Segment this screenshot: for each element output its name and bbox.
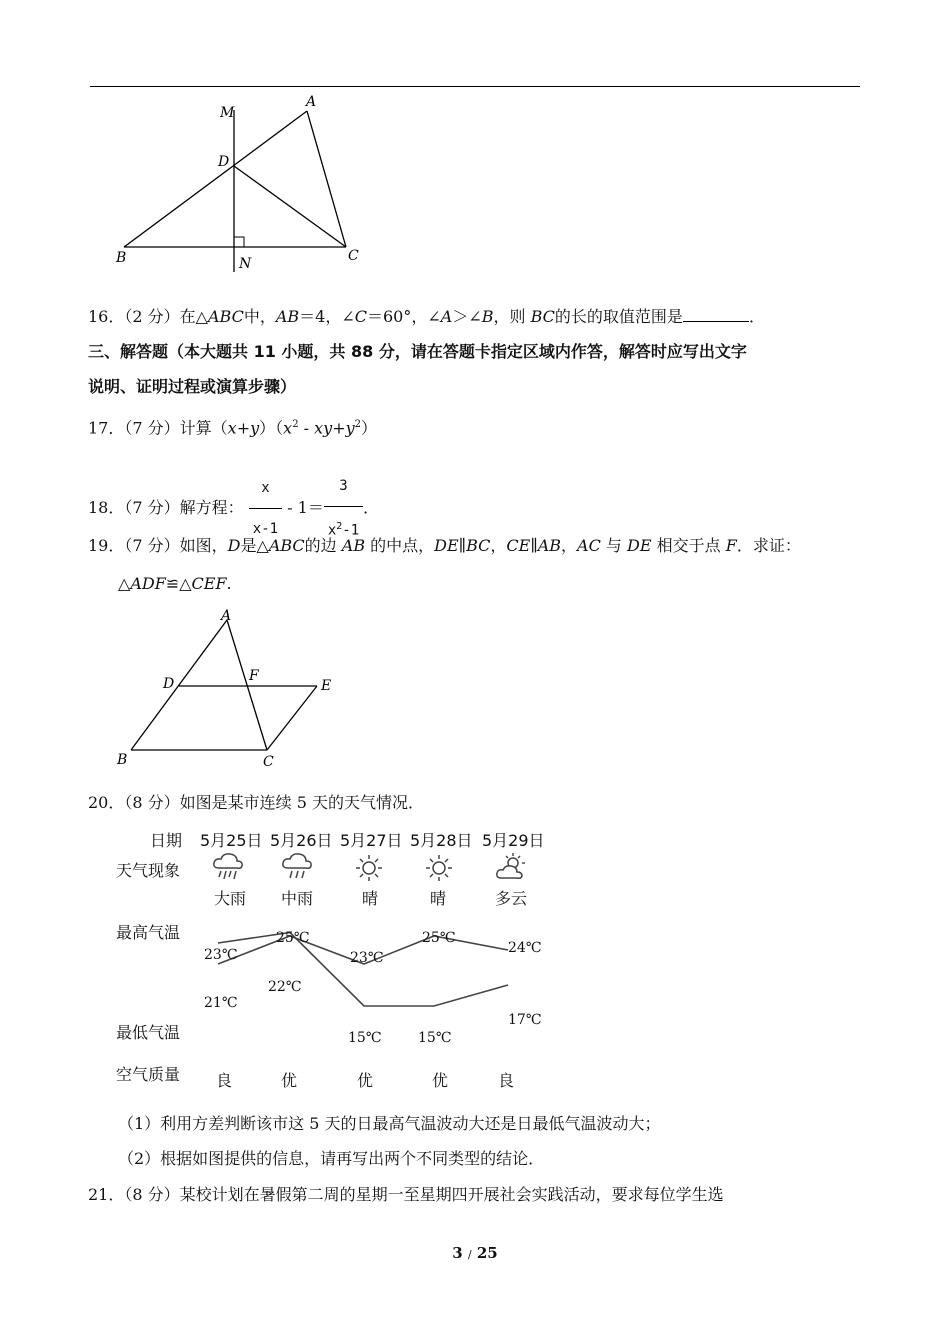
label-c: C bbox=[348, 248, 359, 264]
air-quality-cell: 良 bbox=[216, 1071, 233, 1090]
low-temp-label: 21℃ bbox=[204, 995, 238, 1011]
row-label-date: 日期 bbox=[150, 831, 183, 850]
question-20-sub-1: （1）利用方差判断该市这 5 天的日最高气温波动大还是日最低气温波动大； bbox=[118, 1114, 661, 1133]
label-d: D bbox=[163, 676, 175, 692]
question-18: 18．（7 分）解方程： $\frac{x}{x-1}$ - 1＝ $\frac{3}{x^2-1}$ ． bbox=[88, 466, 379, 551]
question-20-sub-2: （2）根据如图提供的信息，请再写出两个不同类型的结论． bbox=[118, 1149, 545, 1168]
high-temp-label: 23℃ bbox=[204, 947, 238, 963]
date-cell: 5月25日 bbox=[200, 831, 263, 850]
phenomenon-cell: 中雨 bbox=[281, 889, 314, 908]
air-quality-cell: 优 bbox=[281, 1071, 298, 1090]
air-quality-cell: 优 bbox=[357, 1071, 374, 1090]
partly-cloudy-icon bbox=[495, 852, 529, 882]
low-temp-label: 22℃ bbox=[268, 979, 302, 995]
label-f: F bbox=[249, 668, 259, 684]
date-cell: 5月28日 bbox=[410, 831, 473, 850]
label-m: M bbox=[220, 105, 235, 121]
question-17: 17．（7 分）计算$(x+y)(x^2 - xy+y^2)$ bbox=[88, 418, 378, 438]
phenomenon-cell: 晴 bbox=[430, 889, 447, 908]
label-b: B bbox=[116, 250, 127, 266]
row-label-phenomenon: 天气现象 bbox=[116, 861, 181, 880]
figure-parallelogram bbox=[105, 600, 355, 775]
answer-blank bbox=[683, 305, 749, 322]
sunny-icon bbox=[354, 853, 384, 883]
label-c: C bbox=[263, 754, 274, 770]
row-label-high-temp: 最高气温 bbox=[116, 923, 181, 942]
section-3-heading-cont: 说明、证明过程或演算步骤） bbox=[88, 377, 297, 396]
label-n: N bbox=[239, 256, 252, 272]
label-a: A bbox=[306, 94, 317, 110]
low-temp-label: 15℃ bbox=[418, 1030, 452, 1046]
question-16: 16．（2 分）在△ABC中，AB＝4，∠C＝60°，∠A＞∠B，则 BC的长的取值范围是 ． bbox=[88, 307, 765, 326]
date-cell: 5月26日 bbox=[270, 831, 333, 850]
section-3-heading: 三、解答题（本大题共 11 小题，共 88 分，请在答题卡指定区域内作答，解答时应写出文字 bbox=[88, 342, 747, 361]
low-temp-label: 15℃ bbox=[348, 1030, 382, 1046]
figure-triangle-mdn bbox=[100, 90, 380, 280]
row-label-air-quality: 空气质量 bbox=[116, 1065, 181, 1084]
label-d: D bbox=[218, 154, 230, 170]
high-temp-label: 25℃ bbox=[422, 930, 456, 946]
phenomenon-cell: 晴 bbox=[362, 889, 379, 908]
temperature-chart bbox=[200, 920, 550, 1030]
phenomenon-cell: 多云 bbox=[495, 889, 528, 908]
sunny-icon bbox=[424, 853, 454, 883]
high-temp-label: 25℃ bbox=[276, 930, 310, 946]
label-b: B bbox=[117, 752, 128, 768]
moderate-rain-icon bbox=[280, 852, 314, 882]
label-e: E bbox=[321, 678, 332, 694]
question-20: 20．（8 分）如图是某市连续 5 天的天气情况． bbox=[88, 793, 425, 812]
date-cell: 5月29日 bbox=[482, 831, 545, 850]
question-19: 19．（7 分）如图，D是△ABC的边 AB 的中点，DE∥BC，CE∥AB，AC 与 DE 相交于点 F．求证： bbox=[88, 536, 801, 555]
header-rule bbox=[90, 86, 860, 87]
page-number: 3 / 25 bbox=[452, 1244, 498, 1262]
high-temp-label: 23℃ bbox=[350, 950, 384, 966]
question-19-cont: △ADF≌△CEF. bbox=[118, 574, 232, 593]
phenomenon-cell: 大雨 bbox=[214, 889, 247, 908]
low-temp-label: 17℃ bbox=[508, 1012, 542, 1028]
date-cell: 5月27日 bbox=[340, 831, 403, 850]
row-label-low-temp: 最低气温 bbox=[116, 1023, 181, 1042]
label-a: A bbox=[221, 608, 232, 624]
question-21: 21．（8 分）某校计划在暑假第二周的星期一至星期四开展社会实践活动，要求每位学生选 bbox=[88, 1185, 724, 1204]
high-temp-label: 24℃ bbox=[508, 940, 542, 956]
air-quality-cell: 良 bbox=[498, 1071, 515, 1090]
air-quality-cell: 优 bbox=[432, 1071, 449, 1090]
fraction-1: $\frac{x}{x-1}$ bbox=[249, 468, 282, 549]
low-temp-line bbox=[218, 933, 508, 1007]
fraction-2: $\frac{3}{x^2-1}$ bbox=[324, 466, 363, 551]
heavy-rain-icon bbox=[211, 852, 245, 882]
